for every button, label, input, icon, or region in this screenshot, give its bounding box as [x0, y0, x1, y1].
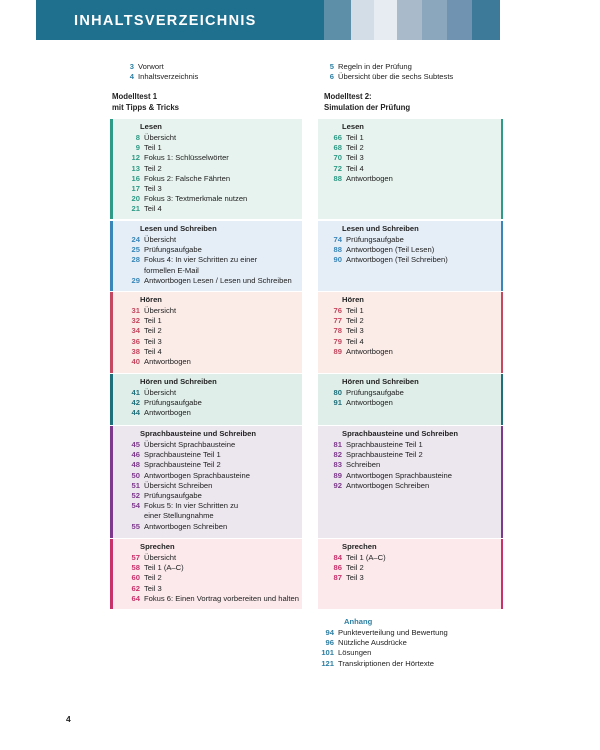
- page-ref: 45: [131, 440, 140, 449]
- page-ref: 89: [333, 346, 342, 356]
- page-ref: 21: [131, 204, 140, 214]
- entry-title: Teil 1: [144, 316, 162, 326]
- page-ref: 101: [321, 648, 334, 658]
- section-accent-bar: [501, 119, 504, 219]
- entry-title: einer Stellungnahme: [144, 511, 214, 521]
- page-ref: 79: [333, 336, 342, 346]
- page-ref: 84: [333, 553, 342, 562]
- entry-title: Teil 3: [346, 153, 364, 163]
- entry-title: Teil 2: [346, 316, 364, 326]
- page-ref: 57: [131, 553, 140, 562]
- page-ref: 48: [131, 460, 140, 470]
- page-ref: 77: [333, 316, 342, 326]
- entry-title: Prüfungsaufgabe: [144, 491, 202, 500]
- entry-title: Teil 2: [346, 563, 364, 573]
- entry-title: Teil 3: [346, 573, 364, 583]
- page-ref: 12: [131, 153, 140, 163]
- entry-title: Vorwort: [138, 62, 164, 71]
- entry-title: Übersicht über die sechs Subtests: [338, 72, 454, 82]
- page-ref: 40: [131, 357, 140, 366]
- entry-title: Prüfungsaufgabe: [346, 388, 404, 397]
- entry-title: Teil 1: [346, 133, 364, 142]
- page-ref: 87: [333, 573, 342, 583]
- page-ref: 36: [131, 336, 140, 346]
- section-title: Sprachbausteine und Schreiben: [140, 429, 257, 438]
- page-ref: 94: [325, 628, 334, 637]
- page-ref: 42: [131, 398, 140, 408]
- entry-title: Transkriptionen der Hörtexte: [338, 658, 434, 668]
- section-title: Hören: [342, 295, 364, 304]
- right-column-heading: Modelltest 2: Simulation der Prüfung: [324, 92, 411, 112]
- page-ref: 70: [333, 153, 342, 163]
- entry-title: formellen E-Mail: [144, 265, 199, 275]
- section-panel-right: [318, 426, 503, 538]
- section-panel-left: [110, 221, 302, 291]
- anhang-title: Anhang: [344, 617, 373, 626]
- entry-title: Fokus 6: Einen Vortrag vorbereiten und halten: [144, 593, 299, 603]
- section-panel-right: [318, 221, 503, 291]
- page-ref: 5: [329, 62, 334, 71]
- page-ref: 6: [329, 72, 334, 82]
- entry-title: Teil 4: [346, 163, 364, 173]
- page-ref: 72: [333, 163, 342, 173]
- entry-title: Antwortbogen: [144, 357, 191, 366]
- entry-title: Schreiben: [346, 460, 381, 470]
- page-ref: 28: [131, 255, 140, 265]
- page-ref: 41: [131, 388, 140, 397]
- page-ref: 17: [131, 184, 140, 193]
- section-title: Lesen und Schreiben: [342, 224, 419, 233]
- entry-title: Übersicht: [144, 306, 177, 315]
- entry-title: Sprachbausteine Teil 1: [346, 440, 423, 449]
- page-ref: 38: [131, 346, 140, 356]
- section-panel-left: [110, 426, 302, 538]
- entry-title: Antwortbogen Schreiben: [346, 480, 430, 490]
- entry-title: Antwortbogen Sprachbausteine: [144, 470, 250, 480]
- entry-title: Sprachbausteine Teil 1: [144, 450, 221, 460]
- entry-title: Regeln in der Prüfung: [338, 62, 412, 71]
- page-ref: 62: [131, 583, 140, 593]
- entry-title: Fokus 4: In vier Schritten zu einer: [144, 255, 258, 265]
- entry-title: Fokus 1: Schlüsselwörter: [144, 153, 229, 163]
- entry-title: Teil 1 (A–C): [346, 553, 386, 562]
- section-accent-bar: [501, 292, 504, 373]
- section-panel-left: [110, 292, 302, 373]
- page-ref: 58: [131, 563, 140, 573]
- entry-title: Teil 2: [144, 326, 162, 336]
- section-panel-left: [110, 119, 302, 219]
- page-ref: 60: [131, 573, 140, 583]
- entry-title: Antwortbogen: [346, 346, 393, 356]
- page-ref: 82: [333, 450, 342, 460]
- section-panel-right: [318, 374, 503, 425]
- entry-title: Teil 1: [346, 306, 364, 315]
- page-ref: 89: [333, 470, 342, 480]
- page-ref: 91: [333, 398, 342, 408]
- page-ref: 83: [333, 460, 342, 470]
- page-title: INHALTSVERZEICHNIS: [74, 13, 257, 29]
- entry-title: Übersicht Schreiben: [144, 480, 213, 490]
- section-title: Sprechen: [140, 542, 175, 551]
- entry-title: Teil 3: [144, 583, 162, 593]
- section-title: Lesen: [342, 122, 364, 131]
- page-ref: 32: [131, 316, 140, 326]
- section-accent-bar: [501, 426, 504, 538]
- entry-title: Sprachbausteine Teil 2: [346, 450, 423, 460]
- page-ref: 46: [131, 450, 140, 460]
- entry-title: Nützliche Ausdrücke: [338, 638, 407, 648]
- page-ref: 29: [131, 275, 140, 285]
- section-panel-right: [318, 119, 503, 219]
- section-title: Lesen und Schreiben: [140, 224, 217, 233]
- page-ref: 13: [131, 163, 140, 173]
- section-accent-bar: [501, 374, 504, 425]
- page-ref: 34: [131, 326, 140, 336]
- page-ref: 76: [333, 306, 342, 315]
- page-ref: 52: [131, 491, 140, 500]
- section-accent-bar: [501, 221, 504, 291]
- entry-title: Antwortbogen: [346, 173, 393, 183]
- section-title: Hören: [140, 295, 162, 304]
- page-ref: 92: [333, 480, 342, 490]
- page-ref: 8: [135, 133, 140, 142]
- page-ref: 16: [131, 173, 140, 183]
- entry-title: Teil 4: [346, 336, 364, 346]
- page-ref: 50: [131, 470, 140, 480]
- page-ref: 4: [129, 72, 134, 82]
- page-ref: 121: [321, 658, 334, 668]
- entry-title: Fokus 5: In vier Schritten zu: [144, 501, 239, 511]
- entry-title: Sprachbausteine Teil 2: [144, 460, 221, 470]
- page-ref: 3: [129, 62, 134, 71]
- entry-title: Teil 4: [144, 204, 162, 214]
- entry-title: Übersicht Sprachbausteine: [144, 440, 236, 449]
- page-ref: 88: [333, 173, 342, 183]
- page-ref: 64: [131, 593, 140, 603]
- section-title: Lesen: [140, 122, 162, 131]
- page-ref: 80: [333, 388, 342, 397]
- entry-title: Teil 3: [346, 326, 364, 336]
- entry-title: Übersicht: [144, 553, 177, 562]
- section-panel-left: [110, 539, 302, 609]
- header-strip: [472, 0, 500, 40]
- page-ref: 24: [131, 235, 140, 244]
- page-ref: 31: [131, 306, 140, 315]
- page-ref: 78: [333, 326, 342, 336]
- section-title: Hören und Schreiben: [140, 377, 217, 386]
- entry-title: Teil 4: [144, 346, 162, 356]
- entry-title: Teil 1: [144, 143, 162, 153]
- entry-title: Fokus 3: Textmerkmale nutzen: [144, 194, 248, 204]
- page-ref: 20: [131, 194, 140, 204]
- header-strip: [351, 0, 374, 40]
- header-strip: [324, 0, 351, 40]
- page-ref: 90: [333, 255, 342, 265]
- entry-title: Teil 2: [144, 573, 162, 583]
- entry-title: Teil 2: [346, 143, 364, 153]
- entry-title: Inhaltsverzeichnis: [138, 72, 199, 82]
- entry-title: Prüfungsaufgabe: [346, 235, 404, 244]
- page-ref: 51: [131, 480, 140, 490]
- header-strip: [447, 0, 472, 40]
- page-ref: 74: [333, 235, 342, 244]
- section-panel-left: [110, 374, 302, 425]
- left-column-heading: Modelltest 1 mit Tipps & Tricks: [112, 92, 180, 112]
- entry-title: Antwortbogen Schreiben: [144, 521, 228, 531]
- page-ref: 54: [131, 501, 140, 511]
- page-ref: 44: [131, 408, 140, 418]
- entry-title: Antwortbogen: [144, 408, 191, 418]
- section-accent-bar: [501, 539, 504, 609]
- entry-title: Antwortbogen (Teil Lesen): [346, 245, 435, 255]
- entry-title: Antwortbogen: [346, 398, 393, 408]
- entry-title: Teil 2: [144, 163, 162, 173]
- entry-title: Übersicht: [144, 235, 177, 244]
- entry-title: Teil 3: [144, 184, 162, 193]
- page-ref: 25: [131, 245, 140, 255]
- section-panel-right: [318, 539, 503, 609]
- page-ref: 9: [135, 143, 140, 153]
- section-title: Sprechen: [342, 542, 377, 551]
- entry-title: Teil 1 (A–C): [144, 563, 184, 573]
- entry-title: Lösungen: [338, 648, 372, 658]
- section-panel-right: [318, 292, 503, 373]
- section-title: Hören und Schreiben: [342, 377, 419, 386]
- page-ref: 88: [333, 245, 342, 255]
- page-ref: 66: [333, 133, 342, 142]
- header-strip: [422, 0, 447, 40]
- entry-title: Antwortbogen Sprachbausteine: [346, 470, 452, 480]
- page-number: 4: [66, 714, 71, 724]
- section-title: Sprachbausteine und Schreiben: [342, 429, 459, 438]
- page-ref: 68: [333, 143, 342, 153]
- header-strip: [374, 0, 397, 40]
- header-strip: [397, 0, 422, 40]
- page-ref: 96: [325, 638, 334, 648]
- entry-title: Teil 3: [144, 336, 162, 346]
- entry-title: Fokus 2: Falsche Fährten: [144, 173, 231, 183]
- entry-title: Übersicht: [144, 133, 177, 142]
- entry-title: Antwortbogen Lesen / Lesen und Schreiben: [144, 275, 292, 285]
- entry-title: Antwortbogen (Teil Schreiben): [346, 255, 448, 265]
- entry-title: Prüfungsaufgabe: [144, 245, 202, 255]
- entry-title: Prüfungsaufgabe: [144, 398, 202, 408]
- page-ref: 81: [333, 440, 342, 449]
- entry-title: Übersicht: [144, 388, 177, 397]
- entry-title: Punkteverteilung und Bewertung: [338, 628, 448, 637]
- page-ref: 86: [333, 563, 342, 573]
- page-ref: 55: [131, 521, 140, 531]
